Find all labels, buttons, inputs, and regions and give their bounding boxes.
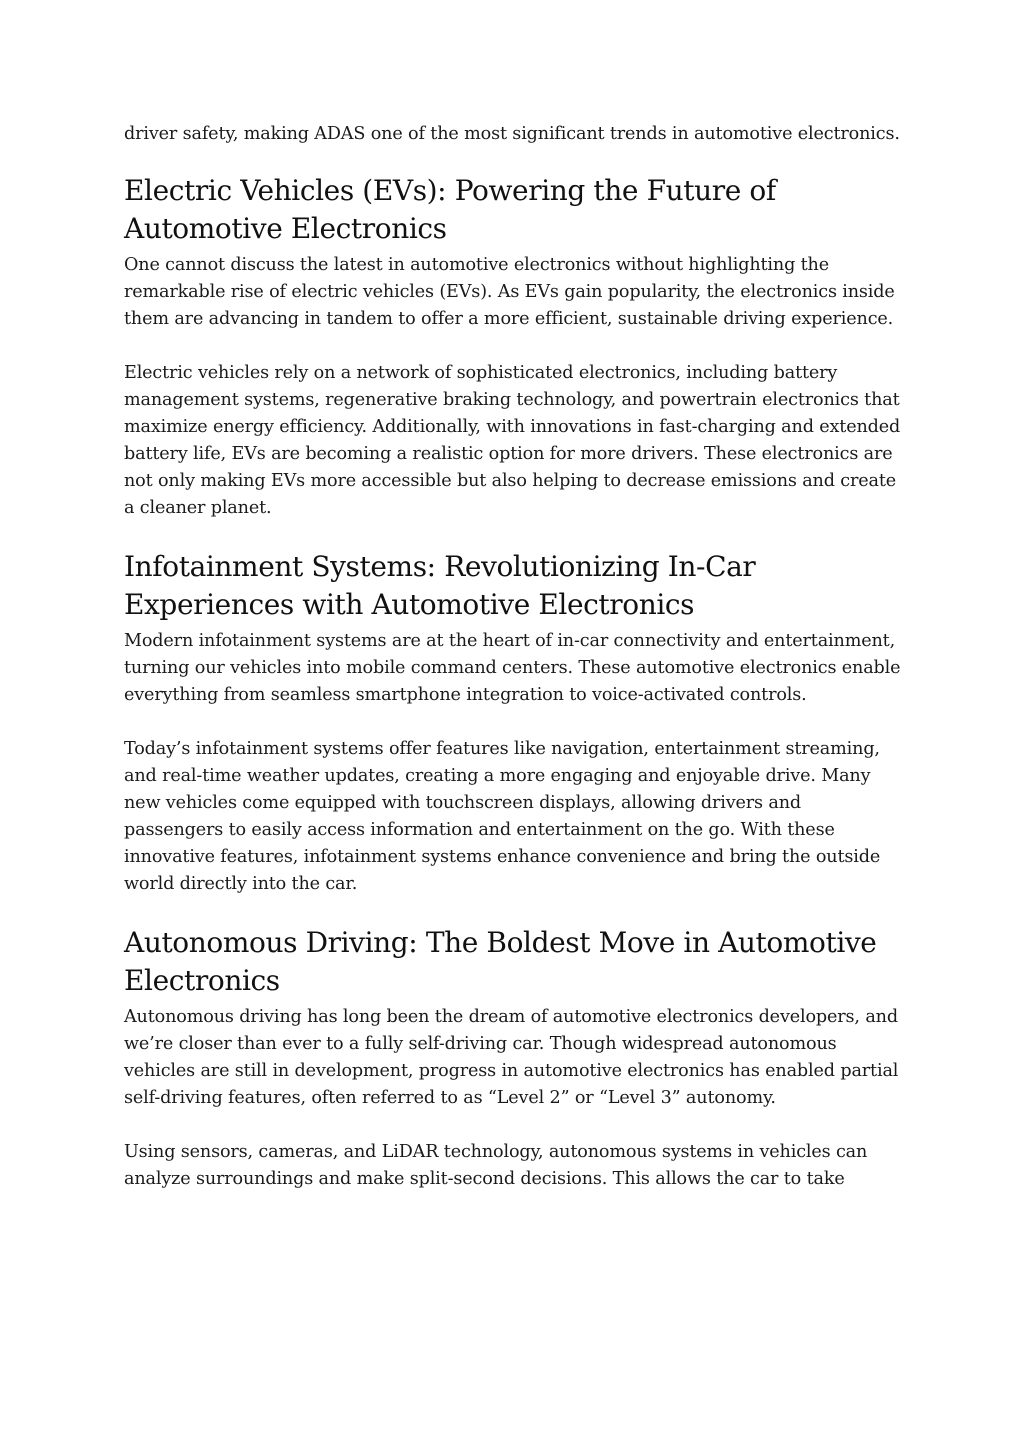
section-paragraph: Today’s infotainment systems offer features like navigation, entertainment streaming, and real-time weather updates, creating a more engaging and enjoyable drive. Many new vehicles come equipped with touchscreen displays, allowing drivers and passengers to easily access information and entertainment on the go. With these innovative features, infotainment systems enhance convenience and bring the outside world directly into the car. bbox=[124, 739, 881, 894]
section-electric-vehicles bbox=[124, 172, 904, 522]
section-heading: Autonomous Driving: The Boldest Move in Automotive Electronics bbox=[124, 926, 877, 997]
section-paragraph: Electric vehicles rely on a network of sophisticated electronics, including battery management systems, regenerative braking technology, and powertrain electronics that maximize energy efficiency. Additionally, with innovations in fast-charging and extended battery life, EVs are becoming a realistic option for more drivers. These electronics are not only making EVs more accessible but also helping to decrease emissions and create a cleaner planet. bbox=[124, 363, 901, 518]
section-paragraph: Modern infotainment systems are at the heart of in-car connectivity and entertainment, turning our vehicles into mobile command centers. These automotive electronics enable everything from seamless smartphone integration to voice-activated controls. bbox=[124, 631, 901, 705]
intro-paragraph: driver safety, making ADAS one of the most significant trends in automotive electronics. bbox=[124, 124, 900, 144]
section-paragraph: Autonomous driving has long been the dream of automotive electronics developers, and we’re closer than ever to a fully self-driving car. Though widespread autonomous vehicles are still in development, progress in automotive electronics has enabled partial self-driving features, often referred to as “Level 2” or “Level 3” autonomy. bbox=[124, 1007, 899, 1108]
intro-block bbox=[124, 121, 904, 148]
document-page bbox=[124, 121, 904, 1193]
section-autonomous-driving bbox=[124, 924, 904, 1193]
section-heading: Infotainment Systems: Revolutionizing In-Car Experiences with Automotive Electronics bbox=[124, 550, 756, 621]
section-heading: Electric Vehicles (EVs): Powering the Future of Automotive Electronics bbox=[124, 174, 776, 245]
section-paragraph: Using sensors, cameras, and LiDAR technology, autonomous systems in vehicles can analyze surroundings and make split-second decisions. This allows the car to take bbox=[124, 1142, 868, 1189]
section-infotainment bbox=[124, 548, 904, 898]
section-paragraph: One cannot discuss the latest in automotive electronics without highlighting the remarkable rise of electric vehicles (EVs). As EVs gain popularity, the electronics inside them are advancing in tandem to offer a more efficient, sustainable driving experience. bbox=[124, 255, 895, 329]
